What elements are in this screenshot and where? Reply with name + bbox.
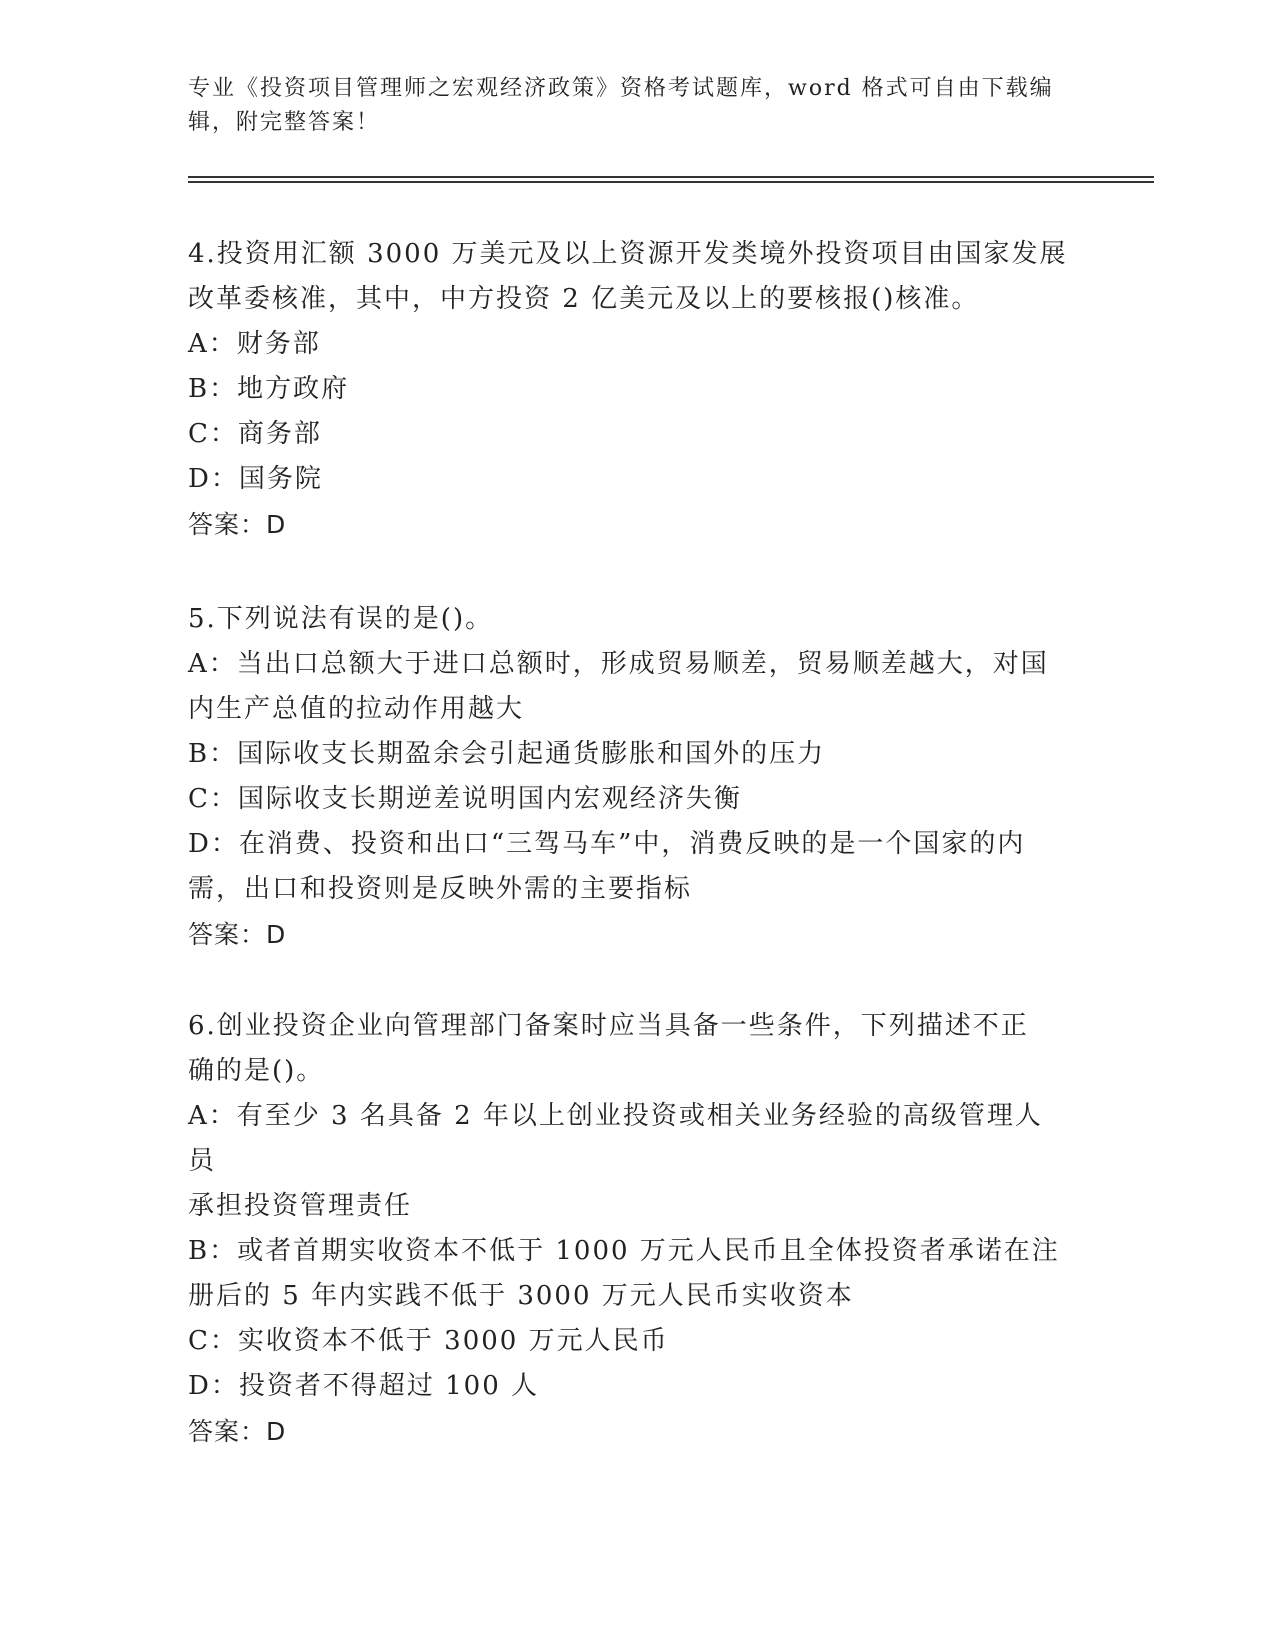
question-6 (188, 1004, 1068, 1454)
option-d: D：在消费、投资和出口“三驾马车”中，消费反映的是一个国家的内 (188, 829, 1026, 859)
option-a-continued: 内生产总值的拉动作用越大 (188, 694, 525, 724)
question-stem: 改革委核准，其中，中方投资 2 亿美元及以上的要核报()核准。 (188, 284, 980, 314)
question-stem: 5.下列说法有误的是()。 (188, 604, 494, 634)
option-a-continued: 承担投资管理责任 (188, 1191, 413, 1221)
question-5 (188, 597, 1068, 957)
question-stem: 6.创业投资企业向管理部门备案时应当具备一些条件，下列描述不正 (188, 1011, 1029, 1041)
question-stem: 4.投资用汇额 3000 万美元及以上资源开发类境外投资项目由国家发展 (188, 239, 1068, 269)
question-stem: 确的是()。 (188, 1056, 325, 1086)
option-b: B：国际收支长期盈余会引起通货膨胀和国外的压力 (188, 739, 826, 769)
answer-label: 答案：D (188, 510, 287, 539)
option-d: D：国务院 (188, 464, 323, 494)
option-b: B：地方政府 (188, 374, 350, 404)
document-header (188, 72, 1068, 140)
option-a: A：当出口总额大于进口总额时，形成贸易顺差，贸易顺差越大，对国 (188, 649, 1049, 679)
option-d: D：投资者不得超过 100 人 (188, 1371, 540, 1401)
option-d-continued: 需，出口和投资则是反映外需的主要指标 (188, 874, 693, 904)
header-divider (188, 181, 1154, 183)
option-c: C：商务部 (188, 419, 322, 449)
option-b-continued: 册后的 5 年内实践不低于 3000 万元人民币实收资本 (188, 1281, 854, 1311)
option-a: A：有至少 3 名具备 2 年以上创业投资或相关业务经验的高级管理人员 (188, 1101, 1043, 1176)
option-c: C：实收资本不低于 3000 万元人民币 (188, 1326, 669, 1356)
header-line: 辑，附完整答案！ (188, 110, 381, 135)
question-4 (188, 232, 1068, 547)
answer-label: 答案：D (188, 1417, 287, 1446)
option-b: B：或者首期实收资本不低于 1000 万元人民币且全体投资者承诺在注 (188, 1236, 1060, 1266)
answer-label: 答案：D (188, 920, 287, 949)
header-line: 专业《投资项目管理师之宏观经济政策》资格考试题库，word 格式可自由下载编 (188, 76, 1054, 101)
option-c: C：国际收支长期逆差说明国内宏观经济失衡 (188, 784, 742, 814)
option-a: A：财务部 (188, 329, 321, 359)
header-divider (188, 176, 1154, 178)
